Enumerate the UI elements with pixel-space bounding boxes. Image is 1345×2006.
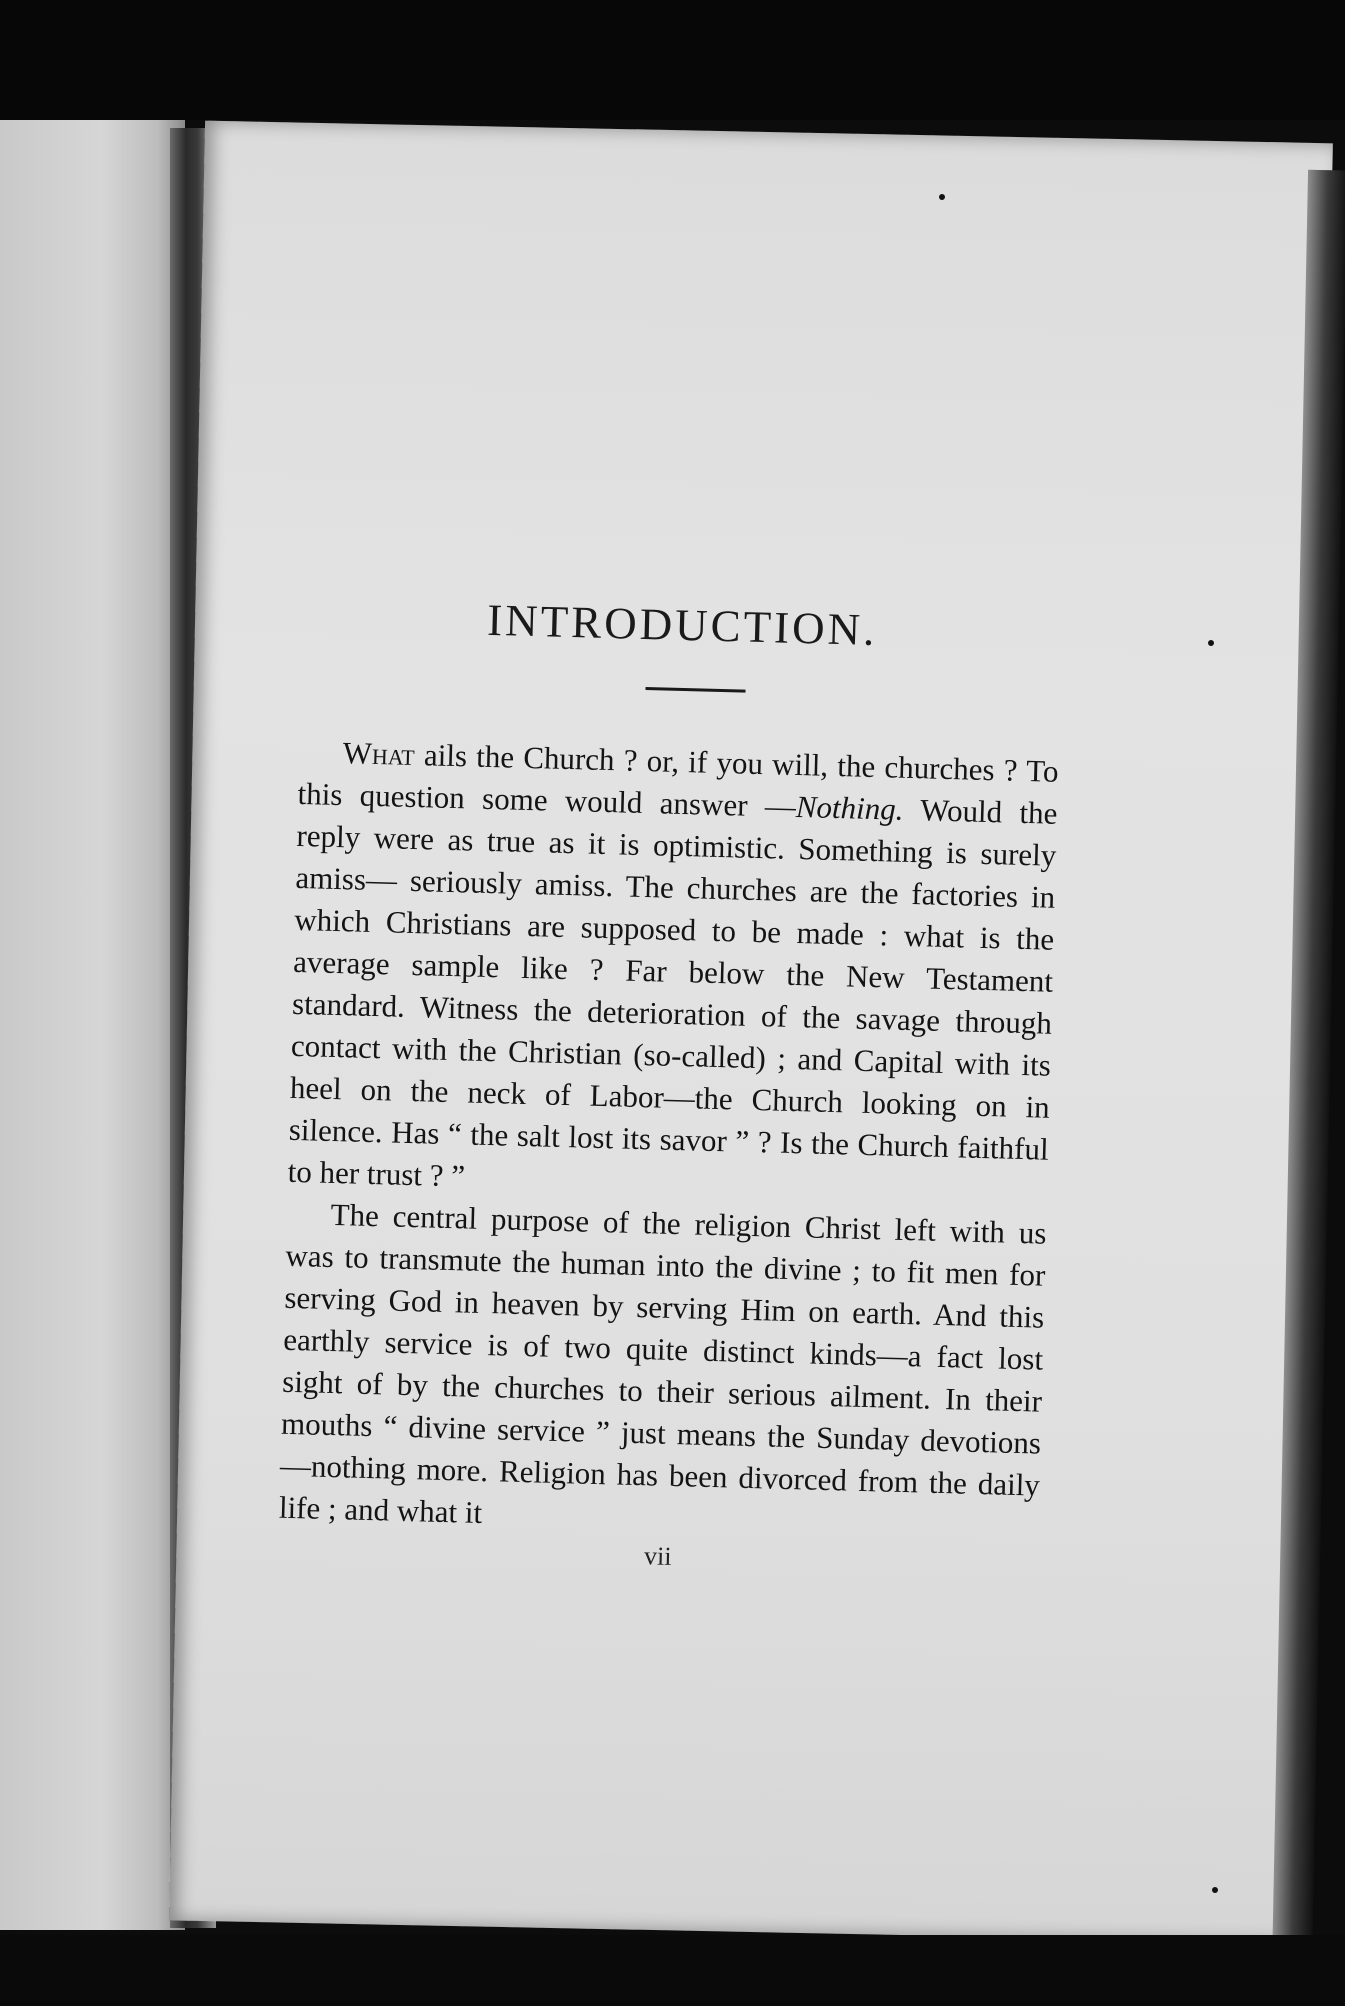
paragraph-lead: What: [342, 735, 416, 772]
page-number: vii: [643, 1541, 672, 1571]
speck: [1208, 640, 1214, 646]
speck: [939, 194, 945, 200]
paragraph-2: The central purpose of the religion Christ left with us was to transmute the human into the divine ; to fit men for serving God in heaven by serving Him on earth. And this earthly service is of two quite distinct kinds—a fact lost sight of by the churches to their serious ailment. In their mouths “ divine service ” just means the Sunday devotions—nothing more. Religion has been divorced from the daily life ; and what it: [278, 1196, 1047, 1530]
scan-top-border: [0, 0, 1345, 120]
paragraph-1-text-a: ails the Church ? or, if you will, the churches ? To this question some would answer —: [297, 736, 1059, 824]
body-text: [278, 731, 1059, 1549]
paragraph-1-italic: Nothing.: [795, 788, 904, 827]
speck: [1212, 1887, 1218, 1893]
page-text-block: [278, 590, 1063, 1583]
chapter-title: INTRODUCTION.: [486, 594, 879, 656]
title-rule: [645, 687, 745, 693]
scan-bottom-border: [0, 1935, 1345, 2006]
paragraph-1-text-b: Would the reply were as true as it is optimistic. Something is surely amiss— seriously amiss. The churches are the factories in which Christians are supposed to be made : what is the average sample like ? Far below the New Testament standard. Witness the deterioration of the savage through contact with the Christian (so-called) ; and Capital with its heel on the neck of Labor—the Church looking on in silence. Has “ the salt lost its savor ” ? Is the Church faithful to her trust ? ”: [287, 791, 1058, 1194]
facing-page: [0, 120, 185, 1930]
paragraph-1: [287, 731, 1059, 1213]
